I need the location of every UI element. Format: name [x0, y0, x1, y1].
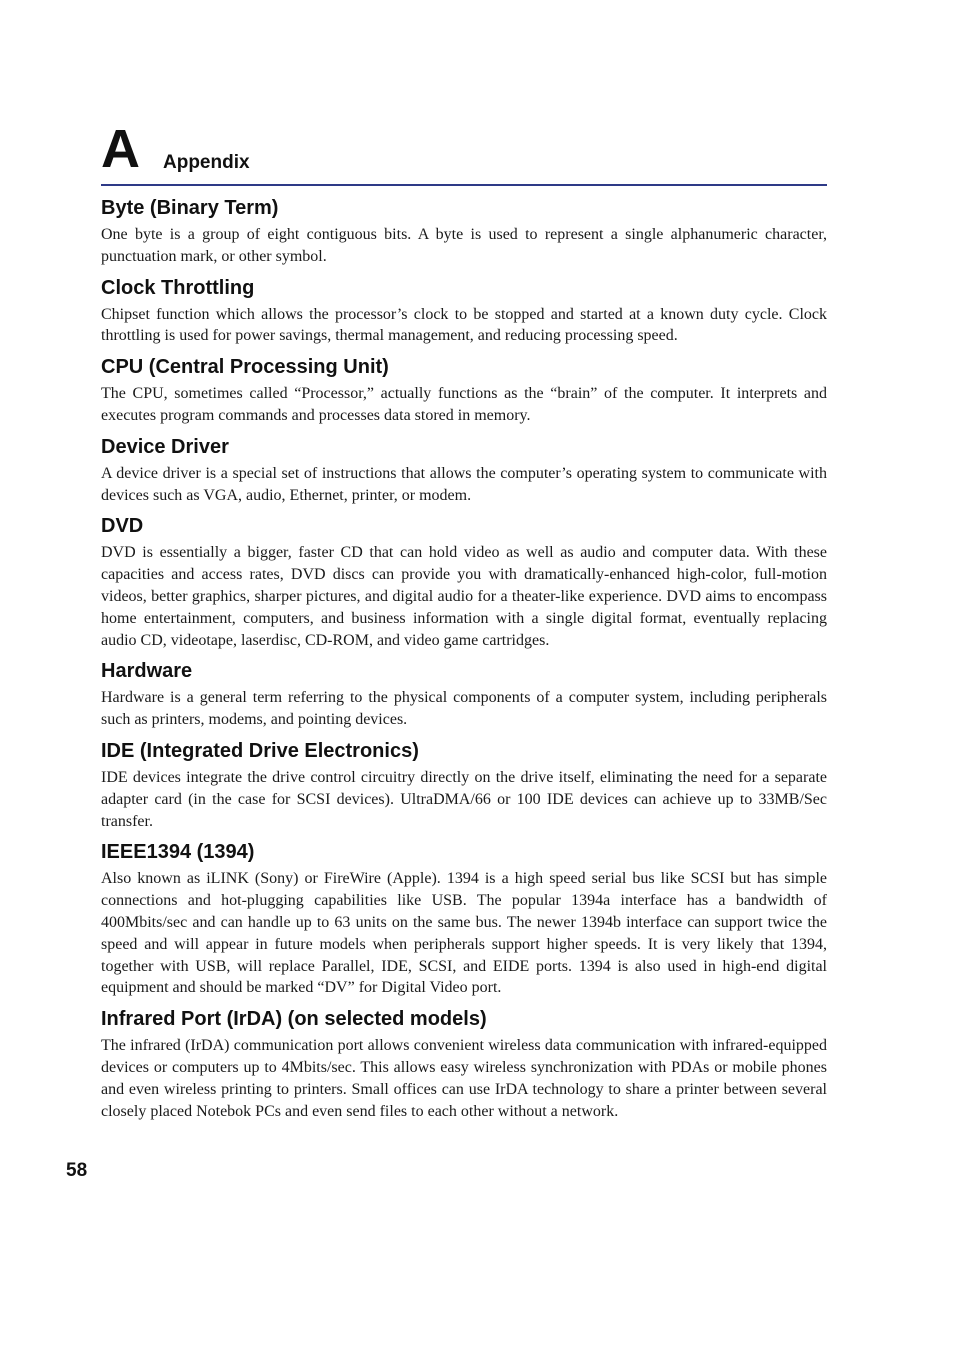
glossary-entry	[101, 514, 827, 651]
glossary-term: IEEE1394 (1394)	[101, 841, 255, 864]
chapter-header	[101, 119, 827, 186]
glossary-definition: A device driver is a special set of instructions that allows the computer’s operating system to communicate with devices such as VGA, audio, Ethernet, printer, or modem.	[101, 464, 827, 504]
glossary-entry	[101, 1007, 827, 1122]
glossary-definition: Also known as iLINK (Sony) or FireWire (Apple). 1394 is a high speed serial bus like SCSI but has simple connections and hot-plugging capabilities like USB. The popular 1394a interface has a bandwidth of 400Mbits/sec and can handle up to 63 units on the same bus. The newer 1394b interface can support twice the speed and will appear in future models when peripherals support higher speeds. It is very likely that 1394, together with USB, will replace Parallel, IDE, SCSI, and EIDE ports. 1394 is also used in high-end digital equipment and should be marked “DV” for Digital Video port.	[101, 870, 827, 997]
glossary-term: DVD	[101, 515, 144, 538]
glossary-term: Clock Throttling	[101, 276, 255, 299]
glossary-entry	[101, 276, 827, 348]
glossary-entry	[101, 739, 827, 832]
glossary-definition: Hardware is a general term referring to the physical components of a computer system, including peripherals such as printers, modems, and pointing devices.	[101, 689, 827, 729]
glossary-entry	[101, 196, 827, 268]
glossary-term: Infrared Port (IrDA) (on selected models)	[101, 1008, 487, 1031]
glossary-term: Device Driver	[101, 435, 229, 458]
glossary-term: CPU (Central Processing Unit)	[101, 356, 389, 379]
chapter-letter: A	[101, 119, 140, 179]
glossary-entry	[101, 355, 827, 427]
glossary-entries	[101, 196, 827, 1122]
glossary-definition: DVD is essentially a bigger, faster CD that can hold video as well as audio and computer data. With these capacities and access rates, DVD discs can provide you with dramatically-enhanced high-color, full-motion videos, better graphics, sharper pictures, and digital audio for a theater-like experience. DVD aims to encompass home entertainment, computers, and business information with a single digital format, eventually replacing audio CD, videotape, laserdisc, CD-ROM, and video game cartridges.	[101, 544, 827, 649]
chapter-title: Appendix	[163, 152, 250, 173]
glossary-term: Hardware	[101, 660, 193, 683]
glossary-term: Byte (Binary Term)	[101, 197, 279, 219]
glossary-entry	[101, 435, 827, 507]
glossary-definition: The infrared (IrDA) communication port allows convenient wireless data communication with infrared-equipped devices or computers up to 4Mbits/sec. This allows easy wireless synchronization with PDAs or mobile phones and even wireless printing to printers. Small offices can use IrDA technology to share a printer between several closely placed Notebok PCs and even send files to each other without a network.	[101, 1037, 827, 1120]
glossary-definition: The CPU, sometimes called “Processor,” actually functions as the “brain” of the computer. It interprets and executes program commands and processes data stored in memory.	[101, 385, 827, 424]
glossary-definition: Chipset function which allows the processor’s clock to be stopped and started at a known duty cycle. Clock throttling is used for power savings, thermal management, and reducing processing speed.	[101, 305, 827, 345]
glossary-definition: IDE devices integrate the drive control circuitry directly on the drive itself, eliminating the need for a separate adapter card (in the case for SCSI devices). UltraDMA/66 or 100 IDE devices can achieve up to 33MB/Sec transfer.	[101, 768, 827, 830]
document-page	[101, 119, 827, 1130]
glossary-term: IDE (Integrated Drive Electronics)	[101, 739, 419, 762]
page-number: 58	[66, 1160, 88, 1181]
glossary-definition: One byte is a group of eight contiguous bits. A byte is used to represent a single alphanumeric character, punctuation mark, or other symbol.	[101, 226, 827, 265]
glossary-entry	[101, 840, 827, 999]
glossary-entry	[101, 659, 827, 731]
